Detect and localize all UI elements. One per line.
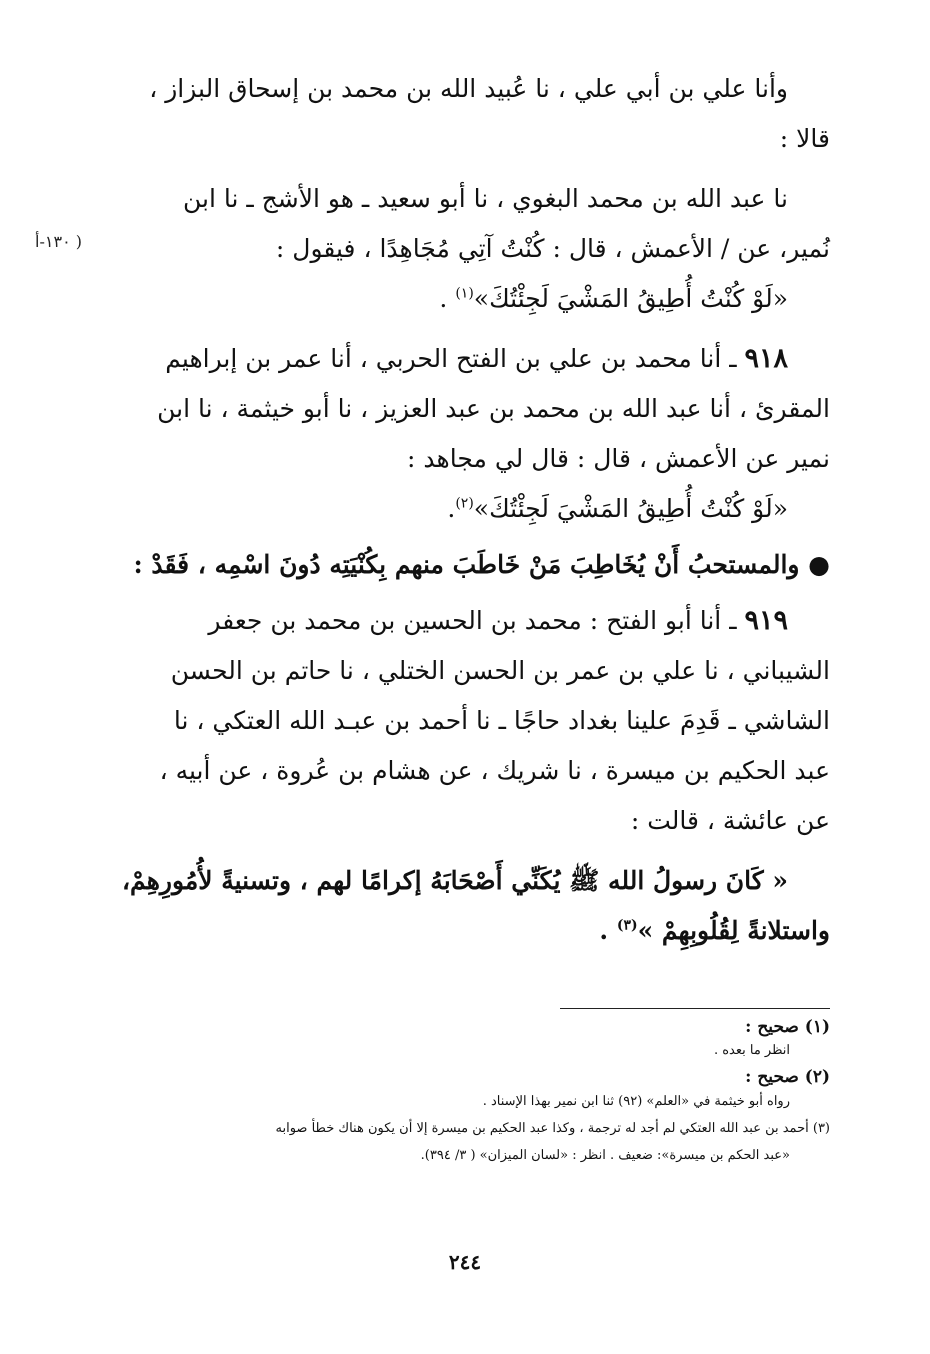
footnote-ref-2: (٢) bbox=[455, 495, 474, 512]
text-line: المقرئ ، أنا عبد الله بن محمد بن عبد العزيز ، نا أبو خيثمة ، نا ابن bbox=[157, 394, 830, 423]
text-line: الشيباني ، نا علي بن عمر بن الحسن الختلي ، نا حاتم بن الحسن bbox=[170, 656, 830, 685]
page-number: ٢٤٤ bbox=[448, 1250, 482, 1274]
text-segment: واستلانةً لِقُلُوبِهِمْ » bbox=[637, 916, 830, 945]
footnote-1-body: انظر ما بعده . bbox=[713, 1043, 790, 1058]
text-line: « كَانَ رسولُ الله ﷺ يُكَنِّي أَصْحَابَهُ إكرامًا لهم ، وتسنيةً لأُمُورِهِمْ، bbox=[121, 866, 788, 895]
section-heading bbox=[82, 540, 830, 590]
text-line bbox=[82, 334, 830, 384]
text-line: عن عائشة ، قالت : bbox=[630, 806, 830, 835]
heading-text: ● والمستحبُ أَنْ يُخَاطِبَ مَنْ خَاطَبَ منهم بِكُنْيَتِه دُونَ اسْمِه ، فَقَدْ : bbox=[133, 550, 830, 579]
footnote-2-heading: (٢) صحيح : bbox=[745, 1067, 830, 1087]
text-line: نمير عن الأعمش ، قال : قال لي مجاهد : bbox=[407, 444, 830, 473]
text-line: الشاشي ـ قَدِمَ علينا بغداد حاجًا ـ نا أحمد بن عبـد الله العتكي ، نا bbox=[173, 706, 830, 735]
footnote-ref-3: (٣) bbox=[616, 917, 638, 934]
footnote-divider bbox=[560, 1008, 830, 1009]
footnote-3-line-1: (٣) أحمد بن عبد الله العتكي لم أجد له ترجمة ، وكذا عبد الحكيم بن ميسرة إلا أن يكون هناك خطأ صوابه bbox=[275, 1121, 830, 1136]
punctuation: . bbox=[439, 284, 456, 313]
punctuation: . bbox=[599, 916, 617, 945]
text-segment: ـ أنا أبو الفتح : محمد بن الحسين بن محمد بن جعفر bbox=[208, 606, 745, 635]
text-line: عبد الحكيم بن ميسرة ، نا شريك ، عن هشام بن عُروة ، عن أبيه ، bbox=[159, 756, 830, 785]
text-line: نُمير، عن / الأعمش ، قال : كُنْتُ آتِي مُجَاهِدًا ، فيقول : bbox=[275, 234, 830, 263]
paragraph-919 bbox=[82, 596, 830, 846]
punctuation: . bbox=[447, 494, 456, 523]
paragraph-918 bbox=[82, 334, 830, 534]
quoted-saying bbox=[82, 484, 830, 534]
text-line: نا عبد الله بن محمد البغوي ، نا أبو سعيد ـ هو الأشج ـ نا ابن bbox=[182, 184, 788, 213]
text-line bbox=[82, 906, 830, 956]
footnotes bbox=[82, 1014, 830, 1168]
saying-text: «لَوْ كُنْتُ أُطِيقُ المَشْيَ لَجِئْتُكَ» bbox=[473, 494, 788, 523]
margin-folio-note: ( ١٣٠-أ bbox=[35, 232, 82, 251]
text-line: وأنا علي بن أبي علي ، نا عُبيد الله بن محمد بن إسحاق البزاز ، bbox=[149, 74, 788, 103]
text-segment: ـ أنا محمد بن علي بن الفتح الحربي ، أنا عمر بن إبراهيم bbox=[165, 344, 745, 373]
hadith-number: ٩١٩ bbox=[744, 605, 788, 636]
saying-text: «لَوْ كُنْتُ أُطِيقُ المَشْيَ لَجِئْتُكَ» bbox=[473, 284, 788, 313]
text-line bbox=[82, 596, 830, 646]
footnote-3-line-2: «عبد الحكم بن ميسرة»: ضعيف . انظر : «لسان الميزان» ( ٣/ ٣٩٤). bbox=[420, 1148, 790, 1163]
paragraph-1 bbox=[82, 64, 830, 164]
main-text bbox=[82, 64, 830, 956]
hadith-number: ٩١٨ bbox=[744, 343, 788, 374]
text-line: قالا : bbox=[779, 124, 830, 153]
hadith-quote bbox=[82, 856, 830, 956]
footnote-2-body: رواه أبو خيثمة في «العلم» (٩٢) ثنا ابن نمير بهذا الإسناد . bbox=[482, 1094, 790, 1109]
footnote-1-heading: (١) صحيح : bbox=[745, 1017, 830, 1037]
quoted-saying bbox=[82, 274, 830, 324]
footnote-ref-1: (١) bbox=[455, 285, 474, 302]
paragraph-2 bbox=[82, 174, 830, 324]
